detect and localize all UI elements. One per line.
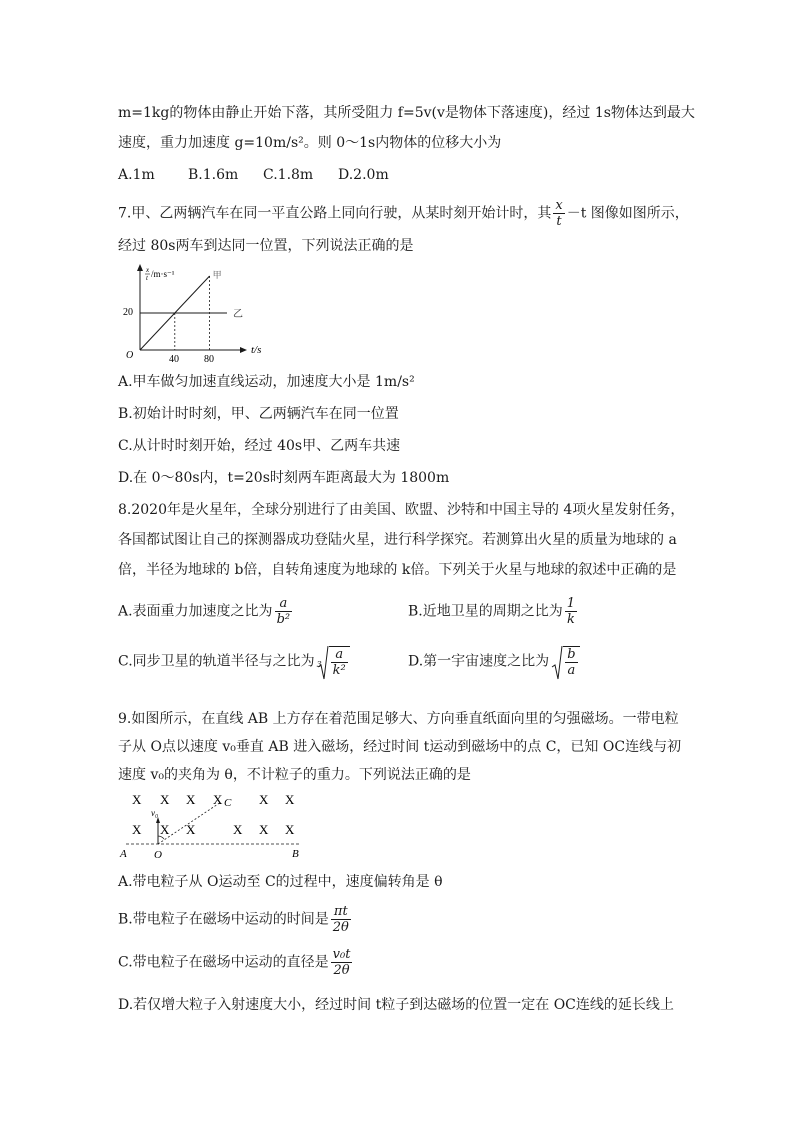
q9-option-c-fraction xyxy=(331,947,353,978)
q9-option-b xyxy=(118,904,353,935)
q8-option-d-text: D.第一宇宙速度之比为 xyxy=(408,653,550,670)
q7-stem-line2: 经过 80s两车到达同一位置，下列说法正确的是 xyxy=(118,238,414,254)
q9-option-b-text: B.带电粒子在磁场中运动的时间是 xyxy=(118,911,329,928)
q9-option-d: D.若仅增大粒子入射速度大小，经过时间 t粒子到达磁场的位置一定在 OC连线的延长线上 xyxy=(118,997,674,1013)
q8-option-b-text: B.近地卫星的周期之比为 xyxy=(408,603,563,620)
q7-graph-y-frac-den: t xyxy=(146,274,148,282)
q9-label-a: A xyxy=(120,848,127,860)
field-cross: X xyxy=(285,822,295,837)
q7-graph-origin: O xyxy=(126,350,134,361)
q7-graph-y-tick-20: 20 xyxy=(123,307,133,318)
q9-stem-line3: 速度 v₀的夹角为 θ，不计粒子的重力。下列说法正确的是 xyxy=(118,767,471,783)
q8-option-c-text: C.同步卫星的轨道半径与之比为 xyxy=(118,653,315,670)
q9-stem-line1: 9.如图所示，在直线 AB 上方存在着范围足够大、方向垂直纸面向里的匀强磁场。一带电粒 xyxy=(118,711,679,727)
field-cross: X xyxy=(213,792,223,807)
field-cross: X xyxy=(160,792,170,807)
q7-option-d: D.在 0～80s内，t=20s时刻两车距离最大为 1800m xyxy=(118,470,450,486)
q7-frac-num: x xyxy=(555,198,563,213)
field-cross: X xyxy=(186,822,196,837)
q6-option-c: C.1.8m xyxy=(263,167,314,183)
q6-option-b: B.1.6m xyxy=(188,167,239,183)
q7-stem-suffix: －t 图像如图所示， xyxy=(566,205,689,222)
q6-option-a: A.1m xyxy=(118,167,155,183)
q9-stem-line2: 子从 O点以速度 v₀垂直 AB 进入磁场，经过时间 t运动到磁场中的点 C，已知 OC连线与初 xyxy=(118,739,682,755)
q9-b-num: πt xyxy=(331,904,351,920)
q8-d-num: b xyxy=(567,647,576,662)
field-cross: X xyxy=(233,822,243,837)
field-cross: X xyxy=(132,822,142,837)
q6-option-d: D.2.0m xyxy=(338,167,389,183)
q7-option-b: B.初始计时时刻，甲、乙两辆汽车在同一位置 xyxy=(118,406,399,422)
q8-a-num: a xyxy=(275,596,293,612)
q7-graph-label-jia: 甲 xyxy=(212,270,222,280)
field-cross: X xyxy=(285,792,295,807)
field-cross: X xyxy=(186,792,196,807)
q8-option-c-cube-root xyxy=(317,645,350,678)
q7-option-a: A.甲车做匀加速直线运动，加速度大小是 1m/s² xyxy=(118,374,415,390)
q7-stem-prefix: 7.甲、乙两辆汽车在同一平直公路上同向行驶，从某时刻开始计时，其 xyxy=(118,205,552,222)
field-cross: X xyxy=(259,822,269,837)
q8-option-a-fraction xyxy=(275,596,293,627)
q6-stem-line1: m=1kg的物体由静止开始下落，其所受阻力 f=5v(v是物体下落速度)，经过 1s物体达到最大 xyxy=(118,105,695,121)
q9-magnetic-field-figure xyxy=(118,786,308,862)
q8-c-den: k² xyxy=(332,663,346,678)
q9-option-c xyxy=(118,947,354,978)
q7-graph-y-label: /m·s⁻¹ xyxy=(151,269,175,279)
q9-label-b: B xyxy=(292,848,299,860)
field-cross: X xyxy=(132,792,142,807)
q7-stem-fraction xyxy=(553,198,564,229)
q8-b-den: k xyxy=(566,612,575,627)
q6-stem-line2: 速度，重力加速度 g=10m/s²。则 0～1s内物体的位移大小为 xyxy=(118,135,502,151)
q9-c-num: v₀t xyxy=(332,947,351,962)
q9-option-a: A.带电粒子从 O运动至 C的过程中，速度偏转角是 θ xyxy=(118,874,443,890)
q8-option-d xyxy=(408,645,580,678)
q8-c-num: a xyxy=(331,647,348,663)
q8-c-root-index: 3 xyxy=(316,660,322,669)
q8-b-num: 1 xyxy=(566,596,576,611)
q8-d-den: a xyxy=(567,663,576,678)
q9-b-den: 2θ xyxy=(332,920,349,935)
q8-stem-line2: 各国都试图让自己的探测器成功登陆火星，进行科学探究。若测算出火星的质量为地球的 a xyxy=(118,532,677,548)
q8-option-d-sqrt xyxy=(551,645,579,678)
q7-graph xyxy=(118,262,278,362)
q8-stem-line1: 8.2020年是火星年，全球分别进行了由美国、欧盟、沙特和中国主导的 4项火星发射任务， xyxy=(118,502,685,518)
q7-graph-label-yi: 乙 xyxy=(233,309,243,320)
q9-label-v0: v₀ xyxy=(151,808,159,818)
q7-graph-x-tick-80: 80 xyxy=(204,354,214,362)
field-cross: X xyxy=(160,822,170,837)
q7-option-c: C.从计时时刻开始，经过 40s甲、乙两车共速 xyxy=(118,438,401,454)
q9-c-den: 2θ xyxy=(333,963,350,978)
q9-option-b-fraction xyxy=(331,904,351,935)
q8-option-a-text: A.表面重力加速度之比为 xyxy=(118,603,273,620)
q8-option-c xyxy=(118,645,350,678)
q8-option-b xyxy=(408,596,579,627)
q7-graph-x-label: t/s xyxy=(251,344,262,356)
q8-option-a xyxy=(118,596,294,627)
q8-option-b-fraction xyxy=(565,596,577,627)
q9-option-c-text: C.带电粒子在磁场中运动的直径是 xyxy=(118,954,329,971)
q7-stem-line1 xyxy=(118,198,689,229)
q8-a-den: b² xyxy=(276,612,291,627)
q7-graph-y-frac-num: x xyxy=(146,266,150,274)
q7-frac-den: t xyxy=(556,214,562,229)
field-cross: X xyxy=(259,792,269,807)
q9-label-c: C xyxy=(224,797,232,809)
q7-graph-x-tick-40: 40 xyxy=(169,354,179,362)
q9-label-o: O xyxy=(154,849,162,861)
q8-stem-line3: 倍，半径为地球的 b倍，自转角速度为地球的 k倍。下列关于火星与地球的叙述中正确的是 xyxy=(118,562,677,578)
